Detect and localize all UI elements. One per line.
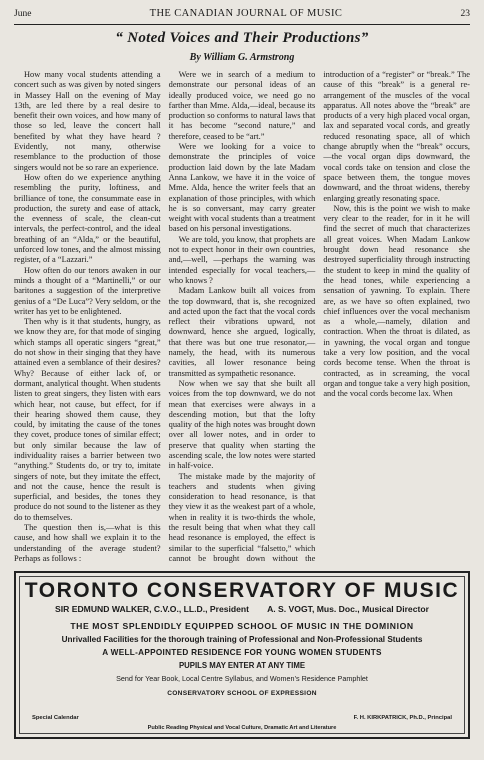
article-paragraph: The question then is,—what is this cause, and how shall we explain it to the understanding of the average student? Perhaps as follows : [14,523,161,563]
ad-line-expression: CONSERVATORY SCHOOL OF EXPRESSION [167,690,317,697]
page-number: 23 [460,9,470,19]
header-rule [14,24,470,25]
article-byline: By William G. Armstrong [189,52,295,63]
journal-title: THE CANADIAN JOURNAL OF MUSIC [149,8,343,19]
article-paragraph: How often do we experience anything resembling the purity, loftiness, and brilliance of tone, the consummate ease in production, the surety and ease of attack, the evenness of scale, the clean-cut intervals, the perfect-control, and the ideal breathing of an “Alda,” or the beautiful, unforced low tones, and the almost missing register, of a “Lazzari.” [14,172,161,265]
ad-title: TORONTO CONSERVATORY OF MUSIC [24,579,460,602]
ad-officers [16,604,468,614]
ad-principal: F. H. KIRKPATRICK, Ph.D., Principal [353,715,452,721]
ad-line-residence: A WELL-APPOINTED RESIDENCE FOR YOUNG WOMEN STUDENTS [102,648,382,657]
article-paragraph: The mistake made by the majority of teachers and students when giving consideration to head resonance, is that they view it as the weakest part of a whole, when in reality it is two-thirds the whole, the result being that when what they call head resonance is employed, the effect is similar to the superficial “falsetto,” which cannot be brought down without the introduction of a “register” or “break.” The cause of this “break” is a general re-arrangement of the muscles of the vocal apparatus. All notes above the “break” are products of a very high placed vocal organ, lax and separated vocal cords, and greatly reduced resonating space, all of which change abruptly when the “break” occurs,—the vocal organ dips downward, the vocal cords take on tension and close the space between them, the tongue moves downward, and the throat widens, thereby enlarging greatly resonating space. [168,70,470,563]
article-paragraph: How often do our tenors awaken in our minds a thought of a “Martinelli,” or our baritones a suggestion of the interpretive genius of a “De Luca”? Very seldom, or the writer has yet to be enlightened. [14,265,161,316]
article-paragraph: Were we in search of a medium to demonstrate our personal ideas of an ideally produced voice, we need go no farther than Mme. Alda,—ideal, because its production so conforms to natural laws that it has become “second nature,” and therefore, ceased to be “art.” [168,70,316,141]
issue-month: June [14,9,32,19]
ad-line-facilities: Unrivalled Facilities for the thorough training of Professional and Non-Professional Students [61,635,423,644]
ad-calendar-row [32,715,452,721]
article-body [14,70,470,566]
ad-president: SIR EDMUND WALKER, C.V.O., LL.D., President [55,604,250,614]
running-header [14,8,470,24]
article-paragraph: How many vocal students attending a concert such as was given by noted singers in Massey Hall on the evening of May 13th, are led there by a real desire to benefit their own voices, and how many of those so led, leave the concert hall benefited by what they have heard ? Evidently, not many, otherwise resemblance to the production of those singers would not be so rare an experience. [14,70,161,172]
article-paragraph: Then why is it that students, hungry, as we know they are, for that mode of singing which stamps all operatic singers “great,” do not show in their singing that they have attained even a semblance of their desires? Why? Because of either lack of, or dormant, analytical thought. When students listen to great singers, they listen with ears which hear, not cause, but effect, for if their hearing showed them cause, they could, by imitating the cause of the tones they covet, produce tones of similar effect; but only similar because the law of individuality raises a barrier between two “anything.” Students do, or try to, imitate singers of note, but they imitate the effect, and not the cause, hence the result is superficial, and besides, the tones they produce do not sound to the listener as they do to themselves. [14,317,161,522]
article-title: “ Noted Voices and Their Productions” [115,30,369,46]
article-paragraph: Now when we say that she built all voices from the top downward, we do not mean that exercises were always in a descending motion, but that the lofty quality of the high notes was brought down over all lower notes, and in order to preserve that quality when starting the ascending scale, the low notes were started in half-voice. [168,378,316,471]
ad-line-enter: PUPILS MAY ENTER AT ANY TIME [178,661,306,670]
article-paragraph: Madam Lankow built all voices from the top downward, that is, she recognized and acted upon the fact that the vocal cords reflect their vibrations upward, not downward, hence she argued, logically, that there was but one true resonator,—namely, the head, with its numerous cavities, all lower resonance being transmitted as sympathetic resonance. [168,286,316,378]
conservatory-advertisement [14,571,470,739]
article-paragraph: We are told, you know, that prophets are not to expect honor in their own countries, and,—well, —perhaps the warning was intended especially for vocal teachers,—who knows ? [168,234,316,285]
ad-line-subjects: Public Reading Physical and Vocal Culture, Dramatic Art and Literature [147,725,337,731]
ad-line-yearbook: Send for Year Book, Local Centre Syllabus, and Women’s Residence Pamphlet [116,674,368,683]
article-paragraph: Now, this is the point we wish to make very clear to the reader, for in it he will find the secret of much that characterizes all great voices. When Madam Lankow brought down head resonance she destroyed superficiality through instructing the student to keep in mind the quality of the head tones, while experiencing a sensation of yawning. To explain. There are, as we have so often explained, two chief influences over the vocal mechanism as a whole,—namely, dilation and contraction. When the throat is dilated, as in yawning, the vocal organ and tongue take a very low position, and the vocal cords become tense. When the throat is contracted, as in screaming, the vocal organ and tongue take a very high position, and the vocal cords become lax. When [323,203,470,399]
ad-director: A. S. VOGT, Mus. Doc., Musical Director [267,604,429,614]
article-paragraph: Were we looking for a voice to demonstrate the principles of voice production laid down by the late Madam Anna Lankow, we have it in the voice of Mme. Alda, hence the writer feels that an explanation of those principles, with which he is so conversant, may carry greater weight with vocal students than a treatment based on his personal investigations. [168,142,316,234]
ad-line-school: THE MOST SPLENDIDLY EQUIPPED SCHOOL OF MUSIC IN THE DOMINION [70,621,414,631]
ad-special-calendar: Special Calendar [32,715,79,721]
